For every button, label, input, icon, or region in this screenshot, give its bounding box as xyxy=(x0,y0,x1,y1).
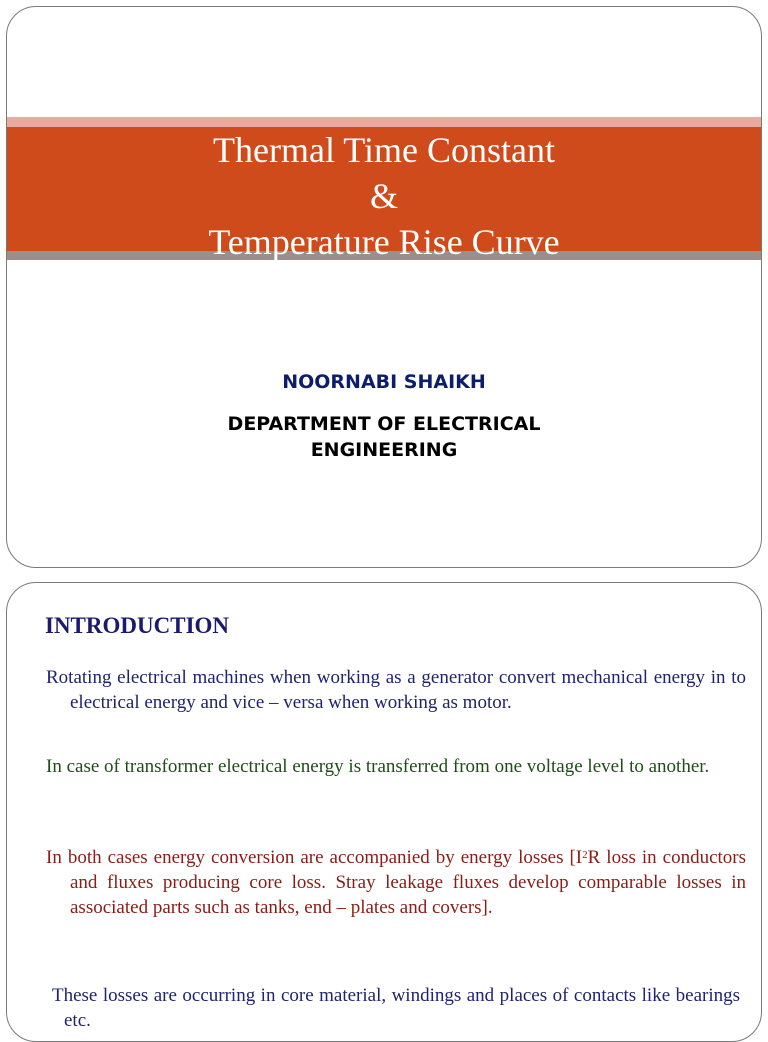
slide-title-line-3: Temperature Rise Curve xyxy=(208,222,560,262)
slide-title xyxy=(7,127,761,265)
title-slide xyxy=(6,6,762,568)
paragraph-energy-losses xyxy=(46,843,746,920)
superscript-two: 2 xyxy=(582,849,588,861)
paragraph-energy-losses-part-2: R loss in conductors and fluxes producing core loss. Stray leakage fluxes develop comparable losses in associated parts such as tanks, end – plates and covers]. xyxy=(70,847,746,918)
introduction-slide xyxy=(6,582,762,1042)
paragraph-energy-losses-part-1: In both cases energy conversion are accompanied by energy losses [I xyxy=(46,847,583,868)
department xyxy=(7,411,761,463)
department-line-2: ENGINEERING xyxy=(310,439,458,461)
paragraph-loss-locations: These losses are occurring in core material, windings and places of contacts like bearings etc. xyxy=(52,985,740,1031)
slide-title-line-1: Thermal Time Constant xyxy=(213,130,555,170)
paragraph-transformer: In case of transformer electrical energy is transferred from one voltage level to another. xyxy=(46,756,710,777)
author-name: NOORNABI SHAIKH xyxy=(282,371,486,393)
title-band-top-stripe xyxy=(7,117,761,127)
paragraph-rotating-machines: Rotating electrical machines when working as a generator convert mechanical energy in to electrical energy and vice – versa when working as motor. xyxy=(46,667,746,713)
department-line-1: DEPARTMENT OF ELECTRICAL xyxy=(227,413,541,435)
section-heading: INTRODUCTION xyxy=(45,613,230,638)
slide-title-line-2: & xyxy=(369,176,398,216)
